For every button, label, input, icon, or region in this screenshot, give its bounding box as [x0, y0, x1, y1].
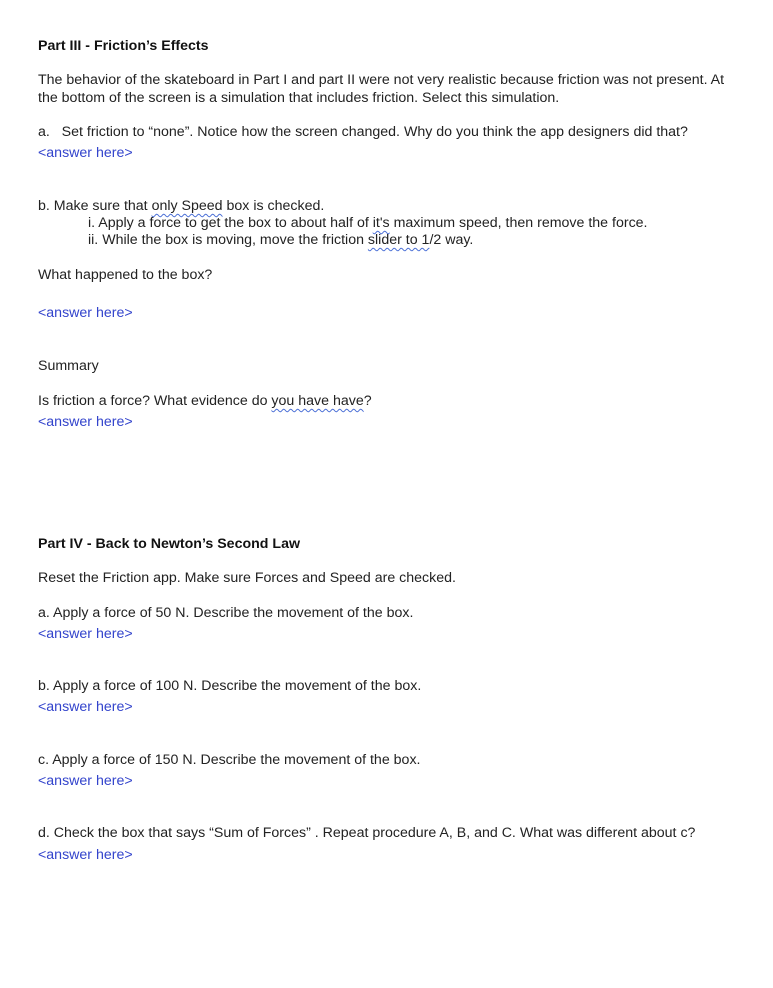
question-b-suffix: box is checked.: [222, 198, 325, 214]
summary-title: Summary: [38, 358, 99, 374]
part4-question-a: a. Apply a force of 50 N. Describe the movement of the box.: [38, 605, 414, 621]
summary-question: [38, 393, 372, 410]
step-2-spellcheck-word[interactable]: slider to 1: [367, 232, 430, 248]
question-a-text: Set friction to “none”. Notice how the screen changed. Why do you think the app designers did that?: [61, 124, 688, 140]
part3-question-b-step-1: [88, 215, 648, 232]
step-1-suffix: maximum speed, then remove the force.: [389, 215, 648, 231]
part4-answer-c[interactable]: <answer here>: [38, 773, 133, 789]
part4-answer-a[interactable]: <answer here>: [38, 626, 133, 642]
step-2-prefix: ii. While the box is moving, move the friction: [88, 232, 368, 248]
summary-answer[interactable]: <answer here>: [38, 414, 133, 430]
part3-question-a: [38, 124, 688, 141]
part4-question-c: c. Apply a force of 150 N. Describe the movement of the box.: [38, 752, 421, 768]
part4-heading: Part IV - Back to Newton’s Second Law: [38, 536, 300, 552]
part3-question-b-prompt: What happened to the box?: [38, 267, 213, 283]
part3-heading: Part III - Friction’s Effects: [38, 38, 209, 54]
part4-question-d: d. Check the box that says “Sum of Forces” . Repeat procedure A, B, and C. What was different about c?: [38, 825, 696, 841]
part3-answer-a[interactable]: <answer here>: [38, 145, 133, 161]
summary-question-suffix: ?: [363, 393, 372, 409]
part4-answer-b[interactable]: <answer here>: [38, 699, 133, 715]
summary-question-prefix: Is friction a force? What evidence do: [38, 393, 272, 409]
question-a-label: a.: [38, 124, 50, 140]
part4-question-b: b. Apply a force of 100 N. Describe the movement of the box.: [38, 678, 422, 694]
part3-intro-line-1: The behavior of the skateboard in Part I and part II were not very realistic because friction was not present. At: [38, 72, 725, 88]
part3-intro-line-2: the bottom of the screen is a simulation that includes friction. Select this simulation.: [38, 90, 560, 106]
step-2-suffix: /2 way.: [429, 232, 474, 248]
step-1-spellcheck-word[interactable]: it's: [372, 215, 390, 231]
part4-intro: Reset the Friction app. Make sure Forces and Speed are checked.: [38, 570, 456, 586]
question-b-prefix: b. Make sure that: [38, 198, 152, 214]
summary-spellcheck-phrase[interactable]: you have have: [271, 393, 364, 409]
part3-question-b-step-2: [88, 232, 473, 249]
question-b-spellcheck-word[interactable]: only Speed: [151, 198, 223, 214]
part3-question-b: [38, 198, 324, 215]
part3-answer-b[interactable]: <answer here>: [38, 305, 133, 321]
part4-answer-d[interactable]: <answer here>: [38, 847, 133, 863]
step-1-prefix: i. Apply a force to get the box to about half of: [88, 215, 373, 231]
